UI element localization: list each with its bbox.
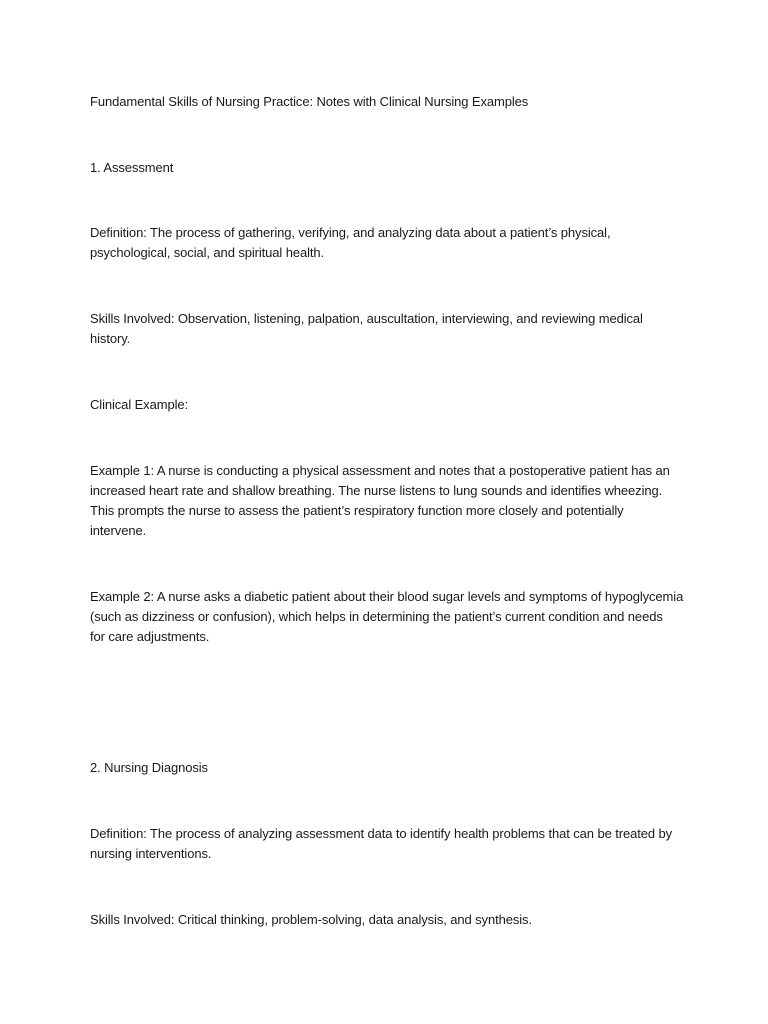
example-1-line: increased heart rate and shallow breathing. The nurse listens to lung sounds and identifies wheezing. <box>90 483 663 498</box>
section-heading-assessment: 1. Assessment <box>90 160 174 175</box>
assessment-definition-line: Definition: The process of gathering, verifying, and analyzing data about a patient’s physical, <box>90 225 611 240</box>
clinical-example-label: Clinical Example: <box>90 397 189 412</box>
assessment-definition-line: psychological, social, and spiritual health. <box>90 245 325 260</box>
section-heading-nursing-diagnosis: 2. Nursing Diagnosis <box>90 760 208 775</box>
example-1-line: This prompts the nurse to assess the patient’s respiratory function more closely and potentially <box>90 503 624 518</box>
example-2-line: Example 2: A nurse asks a diabetic patient about their blood sugar levels and symptoms of hypoglycemia <box>90 589 684 604</box>
example-2-line: for care adjustments. <box>90 629 210 644</box>
diagnosis-definition-line: Definition: The process of analyzing assessment data to identify health problems that can be treated by <box>90 826 673 841</box>
example-1-line: Example 1: A nurse is conducting a physical assessment and notes that a postoperative patient has an <box>90 463 670 478</box>
example-2-line: (such as dizziness or confusion), which helps in determining the patient’s current condition and needs <box>90 609 663 624</box>
example-1-line: intervene. <box>90 523 147 538</box>
diagnosis-skills-line: Skills Involved: Critical thinking, problem-solving, data analysis, and synthesis. <box>90 912 532 927</box>
diagnosis-definition-line: nursing interventions. <box>90 846 212 861</box>
assessment-skills-line: Skills Involved: Observation, listening, palpation, auscultation, interviewing, and reviewing medical <box>90 311 643 326</box>
document-title: Fundamental Skills of Nursing Practice: Notes with Clinical Nursing Examples <box>90 94 529 109</box>
assessment-skills-line: history. <box>90 331 131 346</box>
